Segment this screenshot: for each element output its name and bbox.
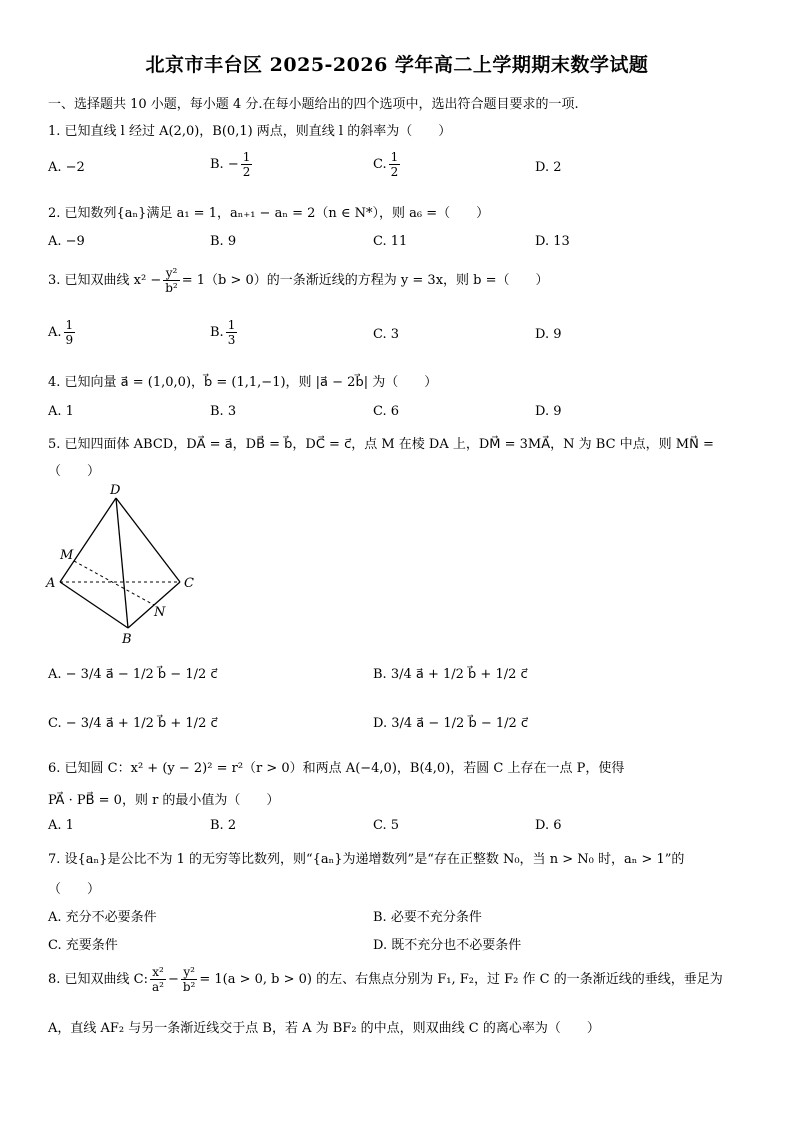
q8-fraction-x bbox=[150, 965, 166, 994]
q8-stem-pre: 8. 已知双曲线 C: bbox=[48, 972, 148, 987]
q3-stem-pre: 3. 已知双曲线 x² − bbox=[48, 273, 162, 288]
frac-den: 2 bbox=[242, 165, 251, 179]
q4-option-c: C. 6 bbox=[373, 404, 400, 419]
question-7-stem-cont: （ ） bbox=[48, 882, 101, 897]
q3-option-b-prefix: B. bbox=[210, 325, 224, 340]
q5-option-d: D. 3/4 a⃗ − 1/2 b⃗ − 1/2 c⃗ bbox=[373, 716, 529, 731]
q1-option-b-prefix: B. − bbox=[210, 157, 239, 172]
frac-num: 1 bbox=[390, 150, 399, 164]
label-c: C bbox=[184, 576, 194, 591]
frac-den: 2 bbox=[390, 165, 399, 179]
q4-option-a: A. 1 bbox=[48, 404, 74, 419]
label-m: M bbox=[60, 548, 74, 563]
q4-option-b: B. 3 bbox=[210, 404, 237, 419]
frac-den: a² bbox=[152, 980, 164, 994]
q3-option-a bbox=[48, 318, 77, 347]
question-4-stem: 4. 已知向量 a⃗ = (1,0,0)，b⃗ = (1,1,−1)，则 |a⃗ − 2b⃗| 为（ ） bbox=[48, 375, 438, 390]
frac-den: 9 bbox=[65, 333, 74, 347]
q3-option-b bbox=[210, 318, 239, 347]
q1-option-a: A. −2 bbox=[48, 160, 85, 175]
question-5-stem: 5. 已知四面体 ABCD，DA⃗ = a⃗，DB⃗ = b⃗，DC⃗ = c⃗，点 M 在棱 DA 上，DM⃗ = 3MA⃗，N 为 BC 中点，则 MN⃗ = bbox=[48, 437, 714, 452]
q7-option-a: A. 充分不必要条件 bbox=[48, 910, 157, 925]
question-8-stem bbox=[48, 965, 723, 994]
section-heading: 一、选择题共 10 小题，每小题 4 分.在每小题给出的四个选项中，选出符合题目要求的一项. bbox=[48, 97, 579, 112]
q4-option-d: D. 9 bbox=[535, 404, 562, 419]
q7-option-b: B. 必要不充分条件 bbox=[373, 910, 482, 925]
frac-num: 1 bbox=[242, 150, 251, 164]
question-8-stem-cont: A，直线 AF₂ 与另一条渐近线交于点 B，若 A 为 BF₂ 的中点，则双曲线 C 的离心率为（ ） bbox=[48, 1021, 600, 1036]
question-6-stem-cont: PA⃗ · PB⃗ = 0，则 r 的最小值为（ ） bbox=[48, 793, 280, 808]
edge-dc bbox=[116, 498, 180, 582]
q8-fraction-y bbox=[181, 965, 198, 994]
q6-option-c: C. 5 bbox=[373, 818, 400, 833]
frac-num: 1 bbox=[227, 318, 236, 332]
q8-minus: − bbox=[167, 972, 179, 987]
q3-option-a-fraction bbox=[64, 318, 76, 347]
q2-option-b: B. 9 bbox=[210, 234, 237, 249]
q1-option-c-fraction bbox=[389, 150, 401, 179]
q1-option-d: D. 2 bbox=[535, 160, 562, 175]
q3-option-a-prefix: A. bbox=[48, 325, 62, 340]
q1-option-b-fraction bbox=[241, 150, 253, 179]
q3-option-b-fraction bbox=[226, 318, 238, 347]
frac-num: x² bbox=[150, 965, 166, 980]
frac-den: 3 bbox=[227, 333, 236, 347]
q2-option-c: C. 11 bbox=[373, 234, 408, 249]
question-7-stem: 7. 设{aₙ}是公比不为 1 的无穷等比数列，则“{aₙ}为递增数列”是“存在正整数 N₀，当 n > N₀ 时，aₙ > 1”的 bbox=[48, 852, 685, 867]
q2-option-a: A. −9 bbox=[48, 234, 85, 249]
tetrahedron-diagram bbox=[40, 480, 210, 650]
q2-option-d: D. 13 bbox=[535, 234, 570, 249]
q5-option-b: B. 3/4 a⃗ + 1/2 b⃗ + 1/2 c⃗ bbox=[373, 667, 528, 682]
q6-option-a: A. 1 bbox=[48, 818, 74, 833]
q3-option-c: C. 3 bbox=[373, 327, 400, 342]
q7-option-c: C. 充要条件 bbox=[48, 938, 118, 953]
q3-stem-fraction bbox=[163, 266, 180, 295]
question-6-stem: 6. 已知圆 C：x² + (y − 2)² = r²（r > 0）和两点 A(−4,0)，B(4,0)，若圆 C 上存在一点 P，使得 bbox=[48, 761, 625, 776]
frac-num: 1 bbox=[65, 318, 74, 332]
label-b: B bbox=[122, 632, 132, 647]
q6-option-b: B. 2 bbox=[210, 818, 237, 833]
question-5-stem-cont: （ ） bbox=[48, 464, 101, 479]
q6-option-d: D. 6 bbox=[535, 818, 562, 833]
segment-mn bbox=[74, 561, 154, 605]
q5-option-a: A. − 3/4 a⃗ − 1/2 b⃗ − 1/2 c⃗ bbox=[48, 667, 218, 682]
q3-option-d: D. 9 bbox=[535, 327, 562, 342]
edge-da bbox=[60, 498, 116, 582]
q3-stem-post: = 1（b > 0）的一条渐近线的方程为 y = 3x，则 b =（ ） bbox=[181, 273, 549, 288]
frac-den: b² bbox=[182, 980, 196, 994]
label-a: A bbox=[46, 576, 56, 591]
frac-num: y² bbox=[181, 965, 198, 980]
frac-num: y² bbox=[163, 266, 180, 281]
label-n: N bbox=[154, 605, 166, 620]
label-d: D bbox=[110, 483, 121, 498]
q1-option-c-prefix: C. bbox=[373, 157, 387, 172]
q1-option-c bbox=[373, 150, 402, 179]
question-3-stem bbox=[48, 266, 549, 295]
q7-option-d: D. 既不充分也不必要条件 bbox=[373, 938, 522, 953]
q1-option-b bbox=[210, 150, 254, 179]
q5-option-c: C. − 3/4 a⃗ + 1/2 b⃗ + 1/2 c⃗ bbox=[48, 716, 218, 731]
page-title: 北京市丰台区 2025-2026 学年高二上学期期末数学试题 bbox=[145, 54, 649, 76]
edge-db bbox=[116, 498, 128, 628]
question-1-stem: 1. 已知直线 l 经过 A(2,0)，B(0,1) 两点，则直线 l 的斜率为（ ） bbox=[48, 124, 452, 139]
q8-stem-post: = 1(a > 0, b > 0) 的左、右焦点分别为 F₁, F₂，过 F₂ 作 C 的一条渐近线的垂线，垂足为 bbox=[199, 972, 723, 987]
question-2-stem: 2. 已知数列{aₙ}满足 a₁ = 1，aₙ₊₁ − aₙ = 2（n ∈ N*），则 a₆ =（ ） bbox=[48, 206, 490, 221]
edge-ab bbox=[60, 582, 128, 628]
frac-den: b² bbox=[165, 281, 178, 295]
